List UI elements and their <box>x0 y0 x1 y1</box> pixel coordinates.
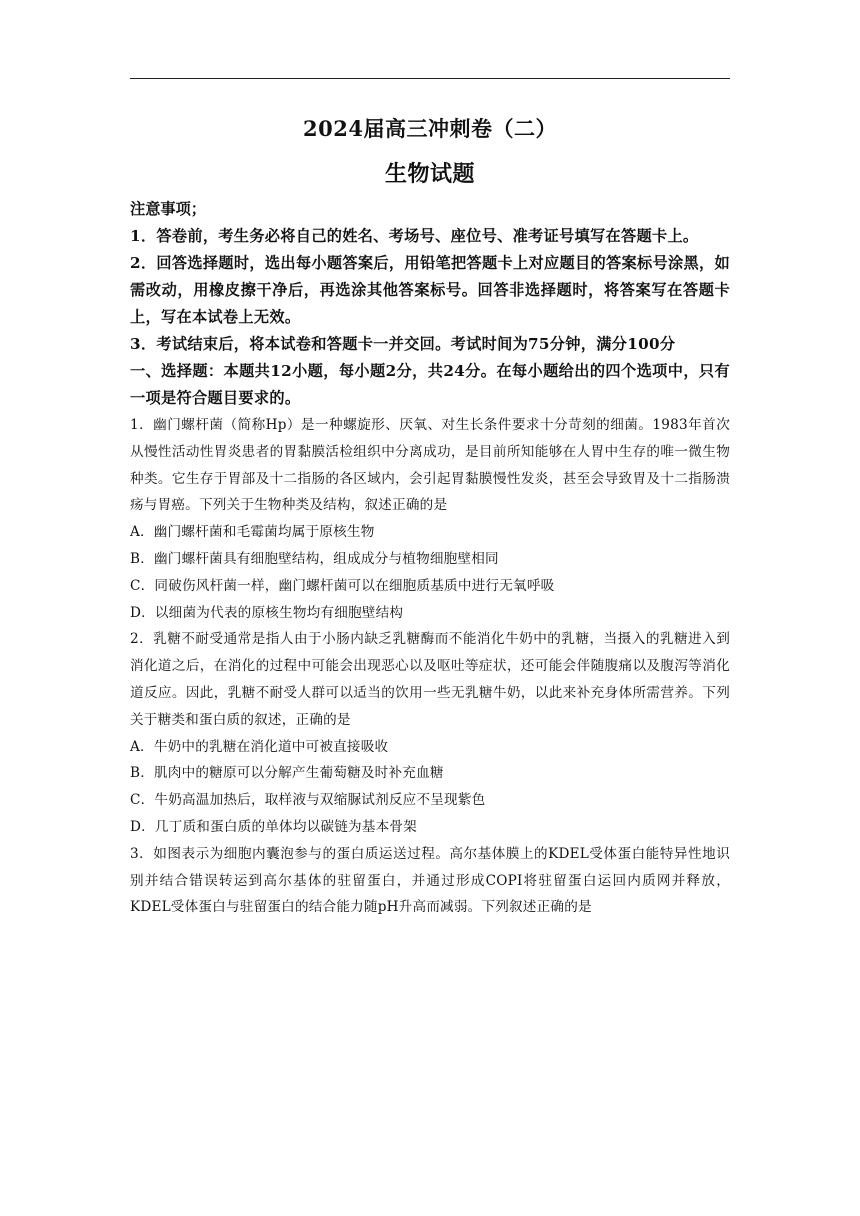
option-a: A．牛奶中的乳糖在消化道中可被直接吸收 <box>130 738 389 755</box>
notice-item-3: 3．考试结束后，将本试卷和答题卡一并交回。考试时间为75分钟，满分100分 <box>130 335 676 353</box>
question-stem: 3．如图表示为细胞内囊泡参与的蛋白质运送过程。高尔基体膜上的KDEL受体蛋白能特异性地识别并结合错误转运到高尔基体的驻留蛋白，并通过形成COPI将驻留蛋白运回内质网并释放，KDEL受体蛋白与驻留蛋白的结合能力随pH升高而减弱。下列叙述正确的是 <box>130 845 730 916</box>
notice-item-1: 1．答卷前，考生务必将自己的姓名、考场号、座位号、准考证号填写在答题卡上。 <box>130 227 699 245</box>
exam-subtitle: 生物试题 <box>384 161 475 187</box>
option-c: C．牛奶高温加热后，取样液与双缩脲试剂反应不呈现紫色 <box>130 792 486 809</box>
exam-content <box>130 196 730 921</box>
notice-item-2: 2．回答选择题时，选出每小题答案后，用铅笔把答题卡上对应题目的答案标号涂黑，如需改动，用橡皮擦干净后，再选涂其他答案标号。回答非选择题时，将答案写在答题卡上，写在本试卷上无效。 <box>130 254 730 326</box>
notice-heading: 注意事项； <box>130 200 206 218</box>
question-stem: 1．幽门螺杆菌（简称Hp）是一种螺旋形、厌氧、对生长条件要求十分苛刻的细菌。1983年首次从慢性活动性胃炎患者的胃黏膜活检组织中分离成功，是目前所知能够在人胃中生存的唯一微生物种类。它生存于胃部及十二指肠的各区域内，会引起胃黏膜慢性发炎，甚至会导致胃及十二指肠溃疡与胃癌。下列关于生物种类及结构，叙述正确的是 <box>130 417 730 514</box>
exam-title: 2024届高三冲刺卷（二） <box>303 116 557 141</box>
question-3 <box>130 841 730 921</box>
option-d: D．几丁质和蛋白质的单体均以碳链为基本骨架 <box>130 818 417 835</box>
option-a: A．幽门螺杆菌和毛霉菌均属于原核生物 <box>130 524 375 541</box>
question-2 <box>130 626 730 840</box>
question-stem: 2．乳糖不耐受通常是指人由于小肠内缺乏乳糖酶而不能消化牛奶中的乳糖，当摄入的乳糖进入到消化道之后，在消化的过程中可能会出现恶心以及呕吐等症状，还可能会伴随腹痛以及腹泻等消化道反应。因此，乳糖不耐受人群可以适当的饮用一些无乳糖牛奶，以此来补充身体所需营养。下列关于糖类和蛋白质的叙述，正确的是 <box>130 631 730 728</box>
option-d: D．以细菌为代表的原核生物均有细胞壁结构 <box>130 604 404 621</box>
section-heading: 一、选择题：本题共12小题，每小题2分，共24分。在每小题给出的四个选项中，只有一项是符合题目要求的。 <box>130 362 730 407</box>
option-b: B．肌肉中的糖原可以分解产生葡萄糖及时补充血糖 <box>130 765 444 782</box>
option-c: C．同破伤风杆菌一样，幽门螺杆菌可以在细胞质基质中进行无氧呼吸 <box>130 577 555 594</box>
option-b: B．幽门螺杆菌具有细胞壁结构，组成成分与植物细胞壁相同 <box>130 550 499 567</box>
question-1 <box>130 412 730 626</box>
header-rule <box>130 78 730 79</box>
